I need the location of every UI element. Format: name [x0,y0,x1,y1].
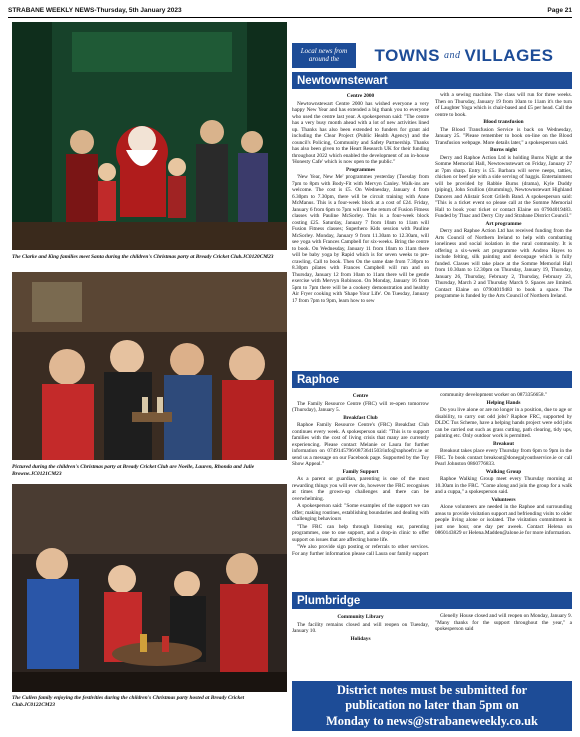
section-header-raphoe: Raphoe [292,371,572,388]
banner-tagline-line2: around the [308,54,340,63]
article-subheading: Walking Group [485,468,522,475]
article-paragraph: 'New Year, New Me' programmes yesterday (Tuesday from 7pm to 8pm with Body-Fit with Mervyn Canley. Walk-ins are welcome. The cost is £5. On Wednesday, January 4 from 6.30pm to 7.30pm, there will be circuit training with Anne McManus. This is a four-week block at a cost of £24. Friday, January 6 from 6pm to 7pm will see the return of Fusion Fitness classes with Pauline McSorley. This is a four-week block costing £25. Saturday, January 7 from 10am to 11am will Fusion Fitness classes; Superhero Kids session with Pauline McSorley. Monday, January 9 from 11.30am to 12.30am, will see yoga with Frances Campbell for six-weeks. Bring the centre to book. On Wednesday, January 11 from 10am to 11am there will be baby yoga by Rapid which is for seven weeks to pre-crawling. Call to book. Then On the same date from 7.30pm to 8.30pm pilates with Frances Campbell will run and on Thursday, January 12 from 10am to 11am there will be gentle exercise with Mervyn Robinson. On Monday, January 16 from 5pm to 7pm there will be a cookery demonstration and healthy Air Fryer cooking with 'Shape Your Life'. On Tuesday, January 17 from 7pm to 9pm, learn how to sew [292,174,429,304]
article-subheading: Volunteers [491,496,516,503]
submission-notice-line1: District notes must be submitted for [336,682,528,697]
article-subheading: Family Support [342,468,379,475]
article-subheading: Burns night [490,147,517,153]
photo-cullen-caption: The Cullen family enjoying the festivities during the children's Christmas party hosted at Bready Cricket Club.JC0122CM23 [12,695,245,708]
submission-notice [292,681,572,731]
article-paragraph: Glenelly House closed and will reopen on Monday, January 9. "Many thanks for the support throughout the year," a spokesperson said [435,613,572,632]
banner-villages: VILLAGES [464,45,554,65]
article-subheading: Helping Hands [486,399,521,406]
article-subheading: Centre 2000 [346,93,375,99]
raphoe-column-2 [435,392,572,590]
submission-notice-line2: publication no later than 5pm on [345,698,519,713]
banner-tagline-line1: Local news from [300,47,348,56]
article-paragraph: The Blood Transfusion Service is back on Wednesday, January 25. "Please remember to book on-line on the Blood Transfusion webpage. More details later," a spokesperson said. [435,126,572,146]
article-paragraph: Derry and Raphoe Action Ltd is holding Burns Night at the Somme Memorial Hall, Newtownstewart on Friday, January 27 at 7pm sharp. Entry is £5. Barbara will serve neeps, tatties, chicken or beef pie with a side serving of haggis. Entertainment will be provided by Rabbie Burns (drama), Kyle Duddy (piping), John Scullion (drumming), Newtownstewart Highland Dancers and Alistair Scott Grilelh Band. A spokesperson said: "This is a ticket event so please call at the Somme Memorial Hall to book your ticket or contact Elaine on 07904019483. Funded by Tlnac and Derry City and Strabane District Council." [435,154,572,219]
article-subheading: Breakfast Club [343,414,378,421]
section-header-newtownstewart: Newtownstewart [292,72,572,89]
raphoe-columns [292,392,572,590]
article-paragraph: Do you live alone or are no longer in a position, due to age or disability, to carry out odd jobs? Raphoe FRC, supported by DLDC Tus Scheme, have a helping hands project were odd jobs can be carried out such as grass cutting, path clearing, tidy ups, painting etc. Only outdoor work is permitted. [435,407,572,439]
article-subheading: Blood transfusion [483,119,524,125]
article-paragraph: "We also provide sign posting or referrals to other services. For any further information please call Laura our family support [292,544,429,557]
section-header-plumbridge: Plumbridge [292,592,572,609]
article-subheading: Breakout [492,440,515,447]
photo-cullen-family-image [12,484,287,692]
newtownstewart-columns [292,92,572,368]
raphoe-column-1 [292,392,429,590]
article-subheading: Programmes [345,166,376,173]
submission-notice-line3: Monday to news@strabaneweekly.co.uk [326,713,538,728]
article-paragraph: "The FRC can help through listening ear, parenting programmes, one to one support, and a drop-in clinic to offer support on issues that are affecting home life. [292,523,429,543]
photo-santa-visit [12,22,287,250]
photo-browne-caption: Pictured during the children's Christmas party at Bready Cricket Club are Noelle, Lauren, Rhonda and Julie Browne.JC0121CM23 [12,464,255,477]
article-subheading: Community Library [337,614,384,620]
article-paragraph: Derry and Raphoe Action Ltd has received funding from the Arts Council of Northern Ireland to help with combatting loneliness and social isolation in the rural community. It is offering a six-week art programme with Andrea Hayes to include felting, silk painting and decoupage which is fully funded. Classes will take place at the Somme Memorial Hall from 10.30am to 12.30pm on Thursday, January 19, Thursday, January 26, Thursday, February 2, Thursday, February 23, Thursday, March 2 and Thursday March 9. Spaces are limited. Contact Elaine on 07904019483 to book a space. The programme is funded by the Arts Council of Northern Ireland. [435,228,572,299]
article-subheading: Centre [352,393,369,399]
article-paragraph: community development worker on 0873356658." [440,392,548,398]
photo-browne-family [12,272,287,460]
banner-title [356,43,572,68]
photo-browne-family-image [12,272,287,460]
page-header [8,4,572,16]
photo-santa-caption: The Clarke and King families meet Santa during the children's Christmas party at Bready Cricket Club.JC0120CM23 [12,254,274,260]
plumbridge-column-2 [435,613,572,677]
banner-tagline [292,43,356,68]
article-paragraph: Raphoe Walking Group meet every Thursday morning at 10.30am in the FRC. "Come along and join the group for a walk and a cuppa," a spokesperson said. [435,476,572,495]
article-paragraph: As a parent or guardian, parenting is one of the most rewarding things you will ever do, however the FRC recognises at times the grown-up challenges and there can be overwhelming. [292,476,429,502]
header-rule [8,17,572,18]
page-number: Page 21 [547,6,572,14]
towns-villages-banner [292,43,572,68]
article-paragraph: Alone volunteers are needed in the Raphoe and surrounding areas to provide visitation support and befriending visits to older people living alone or isolated. The visitation commitment is just one hour, one day per aweek. Contact Helena on 0860143829 or Helena.Madden@alone.ie for more information. [435,504,572,536]
article-paragraph: The facility remains closed and will reopen on Tuesday, January 10. [292,621,429,634]
article-paragraph: with a sewing machine. The class will run for three weeks. Then on Thursday, January 19 from 10am to 11am it's the turn of Laughter Yoga which is chair-based and £5 per head. Call the centre to book. [435,92,572,118]
article-subheading: Art programme [485,220,522,227]
photo-santa-visit-image [12,22,287,250]
article-paragraph: Raphoe Family Resource Centre's (FRC) Breakfast Club continues every week. A spokesperson said: "This is to support families with the cost of living crisis that many are currently experiencing. Please contact Melanie or Laura for further information on 0749145796/0873641503/info@raphoefrc.ie or send us a message on our Facebook page. Supported by the Toy Show Appeal." [292,422,429,467]
article-paragraph: The Family Resource Centre (FRC) will re-open tomorrow (Thursday), January 5. [292,400,429,413]
banner-towns: TOWNS [374,45,440,65]
plumbridge-column-1 [292,613,429,677]
plumbridge-columns [292,613,572,677]
newtownstewart-column-2 [435,92,572,368]
photo-cullen-family [12,484,287,692]
banner-and: and [443,50,461,61]
paper-dateline: STRABANE WEEKLY NEWS-Thursday, 5th January 2023 [8,6,182,14]
article-paragraph: Breakout takes place every Thursday from 6pm to 9pm in the FRC. To book contact breakout@donegalyouthservice.ie or call Pearl Johnston 0860776833. [435,448,572,467]
article-subheading: Holidays [350,635,371,642]
newtownstewart-column-1 [292,92,429,368]
article-paragraph: A spokesperson said: "Some examples of the support we can offer; making routines, establishing boundaries and dealing with challenging behaviours [292,503,429,522]
article-paragraph: Newtownstewart Centre 2000 has wished everyone a very happy New Year and has extended a big thank you to everyone who used the centre last year. A spokesperson said: "The centre has a very busy month ahead with a lot of new activities lined up. Thanks has also been extended to funders for grant aid including the Clear Project (Public Health Agency) and the council's Policing, Community and Safety Partnership. Thanks has also been given to the Heart Research UK for their funding throughout 2022 which enabled the development of an in-house 'Honesty Cafe' which is now open to the public." [292,100,429,165]
